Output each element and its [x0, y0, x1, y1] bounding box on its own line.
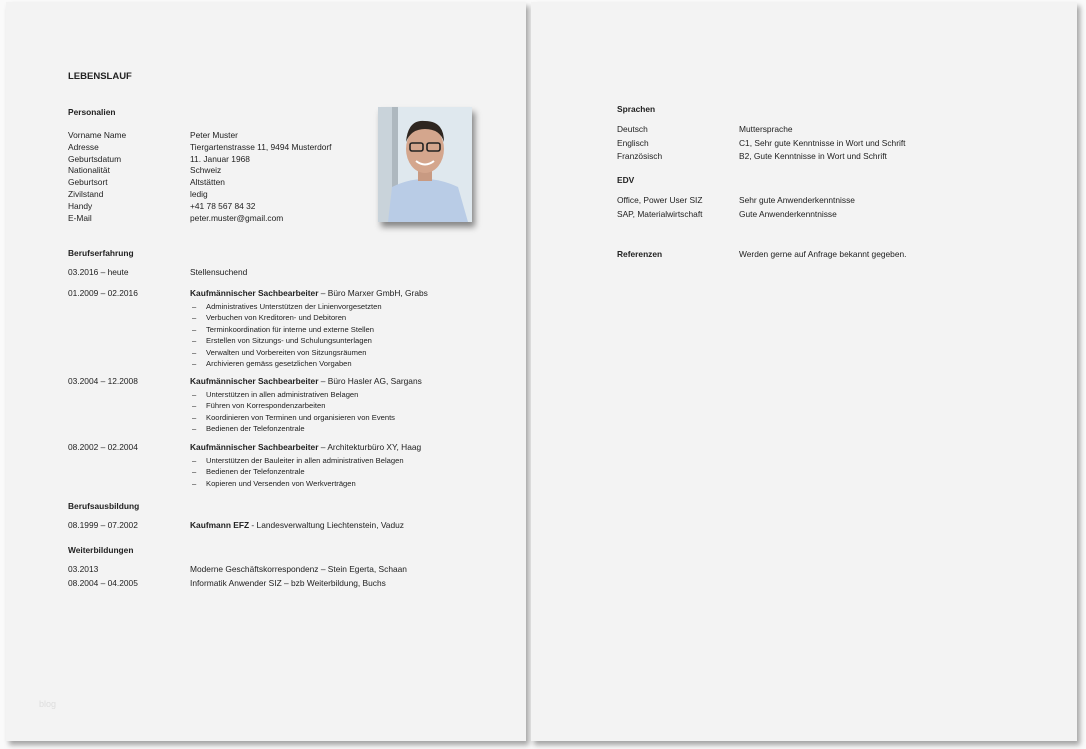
- job-role: Kaufmännischer Sachbearbeiter: [190, 376, 319, 386]
- row-value: Sehr gute Anwenderkenntnisse: [739, 195, 855, 205]
- row-value: Moderne Geschäftskorrespondenz – Stein Egerta, Schaan: [190, 564, 407, 574]
- row-value: Muttersprache: [739, 124, 793, 134]
- job-title: [190, 442, 421, 453]
- duty-item: – Erstellen von Sitzungs- und Schulungsunterlagen: [192, 335, 382, 346]
- row-value: 11. Januar 1968: [190, 153, 250, 164]
- watermark: blog: [39, 699, 57, 709]
- duty-item: – Bedienen der Telefonzentrale: [192, 466, 404, 477]
- duty-item: – Unterstützen in allen administrativen Belagen: [192, 389, 395, 400]
- profile-photo: [378, 107, 472, 222]
- job-company: – Büro Hasler AG, Sargans: [318, 376, 422, 386]
- row-label: Vorname Name: [68, 130, 127, 140]
- row-label: Handy: [68, 200, 93, 211]
- row-label: Französisch: [617, 151, 663, 161]
- row-label: Office, Power User SIZ: [617, 195, 703, 205]
- section-berufserfahrung: Berufserfahrung: [68, 248, 134, 258]
- section-berufsausbildung: Berufsausbildung: [68, 501, 140, 511]
- row-value: +41 78 567 84 32: [190, 200, 256, 211]
- row-value: Informatik Anwender SIZ – bzb Weiterbildung, Buchs: [190, 578, 386, 588]
- row-label: SAP, Materialwirtschaft: [617, 209, 703, 219]
- duty-item: – Unterstützen der Bauleiter in allen administrativen Belagen: [192, 455, 404, 466]
- duty-item: – Verbuchen von Kreditoren- und Debitoren: [192, 312, 382, 323]
- job-company: – Büro Marxer GmbH, Grabs: [318, 288, 428, 298]
- job-role: Kaufmännischer Sachbearbeiter: [190, 442, 319, 452]
- page-1: [6, 2, 526, 741]
- education-rest: - Landesverwaltung Liechtenstein, Vaduz: [249, 520, 404, 530]
- row-value: C1, Sehr gute Kenntnisse in Wort und Schrift: [739, 137, 906, 148]
- duty-item: – Führen von Korrespondenzarbeiten: [192, 400, 395, 411]
- job-period: 03.2016 – heute: [68, 267, 129, 277]
- duty-item: – Verwalten und Vorbereiten von Sitzungsräumen: [192, 347, 382, 358]
- education-entry: [190, 520, 404, 531]
- job-company: Stellensuchend: [190, 267, 248, 277]
- job-period: 03.2004 – 12.2008: [68, 376, 138, 386]
- duty-item: – Archivieren gemäss gesetzlichen Vorgaben: [192, 358, 382, 369]
- job-duties: [192, 389, 395, 435]
- job-role: Kaufmännischer Sachbearbeiter: [190, 288, 319, 298]
- job-duties: [192, 455, 404, 489]
- row-label: Adresse: [68, 141, 99, 152]
- row-label: E-Mail: [68, 212, 92, 223]
- job-title: [190, 288, 428, 299]
- page-2: [531, 2, 1077, 741]
- job-period: 01.2009 – 02.2016: [68, 288, 138, 298]
- duty-item: – Koordinieren von Terminen und organisieren von Events: [192, 412, 395, 423]
- row-label: Nationalität: [68, 165, 110, 176]
- row-value: peter.muster@gmail.com: [190, 212, 284, 223]
- row-value: Altstätten: [190, 177, 225, 188]
- row-label: Zivilstand: [68, 189, 104, 199]
- row-value: B2, Gute Kenntnisse in Wort und Schrift: [739, 151, 887, 161]
- section-weiterbildungen: Weiterbildungen: [68, 545, 134, 555]
- row-label: 08.2004 – 04.2005: [68, 578, 138, 588]
- section-edv: EDV: [617, 175, 635, 185]
- section-sprachen: Sprachen: [617, 104, 656, 114]
- section-referenzen: Referenzen: [617, 249, 663, 259]
- job-company: – Architekturbüro XY, Haag: [318, 442, 422, 452]
- duty-item: – Terminkoordination für interne und externe Stellen: [192, 324, 382, 335]
- education-period: 08.1999 – 07.2002: [68, 520, 138, 530]
- section-personalien: Personalien: [68, 107, 116, 117]
- row-value: ledig: [190, 189, 208, 199]
- row-value: Gute Anwenderkenntnisse: [739, 209, 837, 219]
- row-value: Peter Muster: [190, 130, 238, 140]
- job-title: [190, 267, 247, 278]
- row-label: 03.2013: [68, 564, 99, 574]
- row-label: Deutsch: [617, 124, 648, 134]
- row-label: Englisch: [617, 137, 649, 148]
- row-value: Schweiz: [190, 165, 222, 176]
- row-value: Tiergartenstrasse 11, 9494 Musterdorf: [190, 141, 332, 152]
- row-label: Geburtsdatum: [68, 153, 122, 164]
- job-duties: [192, 301, 382, 369]
- references-text: Werden gerne auf Anfrage bekannt gegeben.: [739, 249, 907, 259]
- education-role: Kaufmann EFZ: [190, 520, 250, 530]
- row-label: Geburtsort: [68, 177, 108, 188]
- duty-item: – Administratives Unterstützen der Linienvorgesetzten: [192, 301, 382, 312]
- job-title: [190, 376, 422, 387]
- duty-item: – Bedienen der Telefonzentrale: [192, 423, 395, 434]
- duty-item: – Kopieren und Versenden von Werkverträgen: [192, 478, 404, 489]
- job-period: 08.2002 – 02.2004: [68, 442, 138, 452]
- document-title: LEBENSLAUF: [68, 71, 132, 82]
